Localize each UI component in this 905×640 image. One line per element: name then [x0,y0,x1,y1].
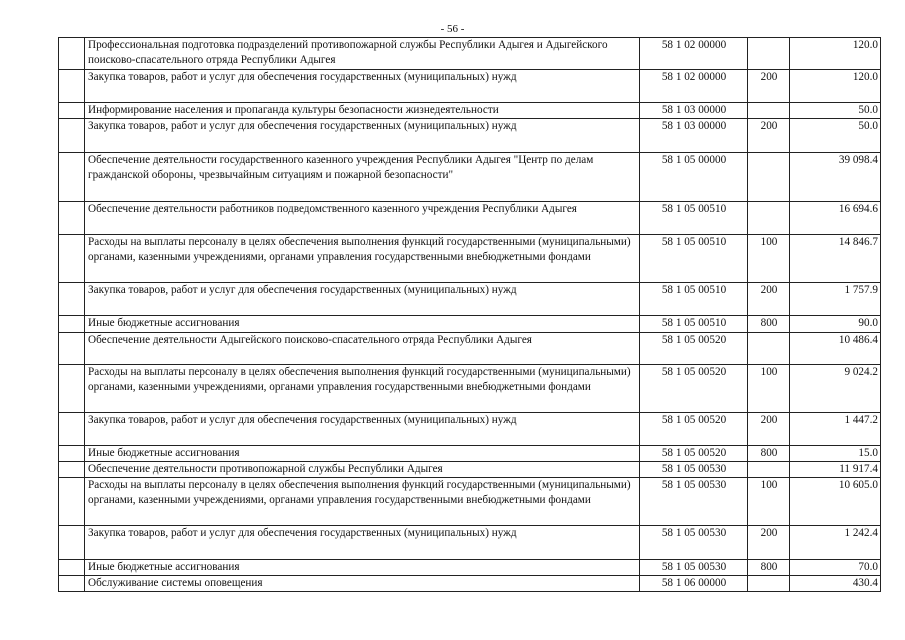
amount-cell: 120.0 [790,38,881,70]
blank-cell [59,333,85,365]
target-code-cell: 58 1 02 00000 [640,70,748,103]
expense-name-cell: Обеспечение деятельности противопожарной службы Республики Адыгея [85,462,640,478]
expense-type-cell: 800 [748,560,790,576]
expense-name-cell: Расходы на выплаты персоналу в целях обеспечения выполнения функций государственными (муниципальными) органами, казенными учреждениями, органами управления государственными внебюджетными фондами [85,235,640,283]
expense-type-cell: 200 [748,526,790,560]
page-number: - 56 - [440,23,465,35]
table-row [59,333,881,365]
target-code-cell: 58 1 05 00530 [640,478,748,526]
amount-cell: 9 024.2 [790,365,881,413]
table-row [59,283,881,316]
table-row [59,235,881,283]
target-code-cell: 58 1 02 00000 [640,38,748,70]
expense-name-cell: Закупка товаров, работ и услуг для обеспечения государственных (муниципальных) нужд [85,70,640,103]
amount-cell: 1 242.4 [790,526,881,560]
target-code-cell: 58 1 05 00530 [640,526,748,560]
amount-cell: 11 917.4 [790,462,881,478]
amount-cell: 10 486.4 [790,333,881,365]
expense-type-cell: 100 [748,478,790,526]
target-code-cell: 58 1 05 00520 [640,413,748,446]
blank-cell [59,283,85,316]
target-code-cell: 58 1 03 00000 [640,119,748,153]
blank-cell [59,235,85,283]
expense-type-cell [748,576,790,592]
expense-name-cell: Обеспечение деятельности Адыгейского поисково-спасательного отряда Республики Адыгея [85,333,640,365]
expense-type-cell [748,103,790,119]
target-code-cell: 58 1 05 00520 [640,365,748,413]
blank-cell [59,38,85,70]
expense-type-cell: 200 [748,283,790,316]
table-row [59,38,881,70]
blank-cell [59,446,85,462]
table-row [59,103,881,119]
target-code-cell: 58 1 05 00510 [640,283,748,316]
table-row [59,365,881,413]
target-code-cell: 58 1 05 00520 [640,333,748,365]
table-row [59,316,881,333]
expense-type-cell: 100 [748,235,790,283]
expense-name-cell: Закупка товаров, работ и услуг для обеспечения государственных (муниципальных) нужд [85,413,640,446]
expense-name-cell: Информирование населения и пропаганда культуры безопасности жизнедеятельности [85,103,640,119]
table-row [59,446,881,462]
expense-name-cell: Профессиональная подготовка подразделений противопожарной службы Республики Адыгея и Адыгейского поисково-спасательного отряда Республики Адыгея [85,38,640,70]
amount-cell: 50.0 [790,103,881,119]
table-row [59,413,881,446]
table-row [59,202,881,235]
amount-cell: 430.4 [790,576,881,592]
amount-cell: 90.0 [790,316,881,333]
expense-name-cell: Иные бюджетные ассигнования [85,446,640,462]
expense-name-cell: Закупка товаров, работ и услуг для обеспечения государственных (муниципальных) нужд [85,526,640,560]
table-row [59,560,881,576]
blank-cell [59,526,85,560]
expense-name-cell: Иные бюджетные ассигнования [85,560,640,576]
blank-cell [59,316,85,333]
expense-type-cell: 800 [748,316,790,333]
table-row [59,153,881,202]
expense-type-cell: 200 [748,413,790,446]
blank-cell [59,119,85,153]
expense-name-cell: Закупка товаров, работ и услуг для обеспечения государственных (муниципальных) нужд [85,283,640,316]
expense-type-cell [748,462,790,478]
blank-cell [59,70,85,103]
expense-name-cell: Обеспечение деятельности работников подведомственного казенного учреждения Республики Адыгея [85,202,640,235]
expense-type-cell: 200 [748,70,790,103]
table-row [59,478,881,526]
amount-cell: 1 447.2 [790,413,881,446]
target-code-cell: 58 1 06 00000 [640,576,748,592]
amount-cell: 1 757.9 [790,283,881,316]
blank-cell [59,103,85,119]
expense-name-cell: Расходы на выплаты персоналу в целях обеспечения выполнения функций государственными (муниципальными) органами, казенными учреждениями, органами управления государственными внебюджетными фондами [85,478,640,526]
target-code-cell: 58 1 03 00000 [640,103,748,119]
target-code-cell: 58 1 05 00520 [640,446,748,462]
blank-cell [59,462,85,478]
blank-cell [59,153,85,202]
blank-cell [59,576,85,592]
amount-cell: 70.0 [790,560,881,576]
table-row [59,462,881,478]
amount-cell: 16 694.6 [790,202,881,235]
expense-name-cell: Обслуживание системы оповещения [85,576,640,592]
table-row [59,576,881,592]
expense-type-cell: 100 [748,365,790,413]
expense-type-cell [748,202,790,235]
expense-name-cell: Закупка товаров, работ и услуг для обеспечения государственных (муниципальных) нужд [85,119,640,153]
target-code-cell: 58 1 05 00530 [640,462,748,478]
target-code-cell: 58 1 05 00510 [640,235,748,283]
target-code-cell: 58 1 05 00530 [640,560,748,576]
target-code-cell: 58 1 05 00510 [640,316,748,333]
expense-type-cell: 800 [748,446,790,462]
target-code-cell: 58 1 05 00000 [640,153,748,202]
expense-type-cell [748,333,790,365]
blank-cell [59,365,85,413]
blank-cell [59,478,85,526]
expense-type-cell [748,153,790,202]
table-row [59,70,881,103]
expense-name-cell: Иные бюджетные ассигнования [85,316,640,333]
amount-cell: 15.0 [790,446,881,462]
amount-cell: 120.0 [790,70,881,103]
blank-cell [59,560,85,576]
expense-type-cell [748,38,790,70]
blank-cell [59,202,85,235]
expense-name-cell: Обеспечение деятельности государственного казенного учреждения Республики Адыгея "Центр по делам гражданской обороны, чрезвычайным ситуациям и пожарной безопасности" [85,153,640,202]
expense-type-cell: 200 [748,119,790,153]
blank-cell [59,413,85,446]
amount-cell: 10 605.0 [790,478,881,526]
table-row [59,119,881,153]
target-code-cell: 58 1 05 00510 [640,202,748,235]
amount-cell: 50.0 [790,119,881,153]
table-row [59,526,881,560]
expense-name-cell: Расходы на выплаты персоналу в целях обеспечения выполнения функций государственными (муниципальными) органами, казенными учреждениями, органами управления государственными внебюджетными фондами [85,365,640,413]
amount-cell: 39 098.4 [790,153,881,202]
amount-cell: 14 846.7 [790,235,881,283]
budget-table [58,37,881,592]
